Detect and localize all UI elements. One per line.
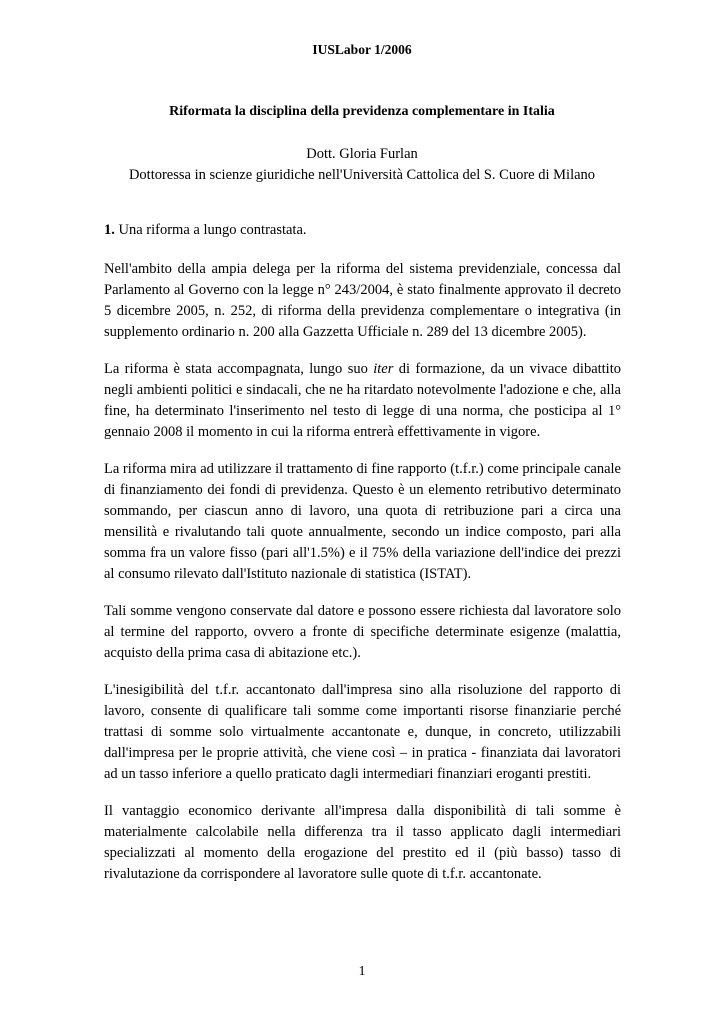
section-title: Una riforma a lungo contrastata. bbox=[118, 222, 307, 238]
article-title: Riformata la disciplina della previdenza complementare in Italia bbox=[169, 104, 555, 119]
paragraph-4: Tali somme vengono conservate dal datore e possono essere richiesta dal lavoratore solo al termine del rapporto, ovvero a fronte di specifiche determinate esigenze (malattia, acquisto della prima casa di abitazione etc.). bbox=[104, 603, 621, 661]
journal-header: IUSLabor 1/2006 bbox=[312, 42, 412, 57]
paragraph-2 bbox=[104, 359, 621, 443]
paragraph-3: La riforma mira ad utilizzare il trattamento di fine rapporto (t.f.r.) come principale canale di finanziamento dei fondi di previdenza. Questo è un elemento retributivo determinato sommando, per ciascun anno di lavoro, una quota di retribuzione pari a circa una mensilità e rivalutando tali quote annualmente, secondo un indice composto, pari alla somma fra un valore fisso (pari all'1.5%) e il 75% della variazione dell'indice dei prezzi al consumo rilevato dall'Istituto nazionale di statistica (ISTAT). bbox=[104, 461, 621, 582]
author-block bbox=[0, 144, 724, 186]
section-heading bbox=[104, 220, 621, 241]
paragraph-6: Il vantaggio economico derivante all'impresa dalla disponibilità di tali somme è materialmente calcolabile nella differenza tra il tasso applicato dagli intermediari specializzati al momento della erogazione del prestito ed il (più basso) tasso di rivalutazione da corrispondere al lavoratore sulle quote di t.f.r. accantonate. bbox=[104, 803, 621, 882]
page-number: 1 bbox=[358, 964, 366, 979]
paragraph-2-text-after: di formazione, da un vivace dibattito negli ambienti politici e sindacali, che ne ha ritardato notevolmente l'adozione e che, alla fine, ha determinato l'inserimento nel testo di legge di una norma, che posticipa al 1° gennaio 2008 il momento in cui la riforma entrerà effettivamente in vigore. bbox=[104, 361, 621, 440]
author-affiliation: Dottoressa in scienze giuridiche nell'Università Cattolica del S. Cuore di Milano bbox=[128, 167, 596, 183]
paragraph-2-text-before: La riforma è stata accompagnata, lungo suo bbox=[104, 361, 374, 377]
paragraph-5: L'inesigibilità del t.f.r. accantonato dall'impresa sino alla risoluzione del rapporto di lavoro, consente di qualificare tali somme come importanti risorse finanziarie perché trattasi di somme solo virtualmente accantonate e, dunque, in concreto, utilizzabili dall'impresa per le proprie attività, che viene così – in pratica - finanziata dai lavoratori ad un tasso inferiore a quello praticato dagli intermediari finanziari eroganti prestiti. bbox=[104, 682, 621, 782]
author-name: Dott. Gloria Furlan bbox=[306, 146, 418, 162]
paragraph-2-italic-term: iter bbox=[373, 361, 394, 377]
paragraph-1: Nell'ambito della ampia delega per la riforma del sistema previdenziale, concessa dal Parlamento al Governo con la legge n° 243/2004, è stato finalmente approvato il decreto 5 dicembre 2005, n. 252, di riforma della previdenza complementare o integrativa (in supplemento ordinario n. 200 alla Gazzetta Ufficiale n. 289 del 13 dicembre 2005). bbox=[104, 261, 621, 340]
section-number: 1. bbox=[104, 222, 115, 238]
article-body bbox=[104, 220, 621, 901]
